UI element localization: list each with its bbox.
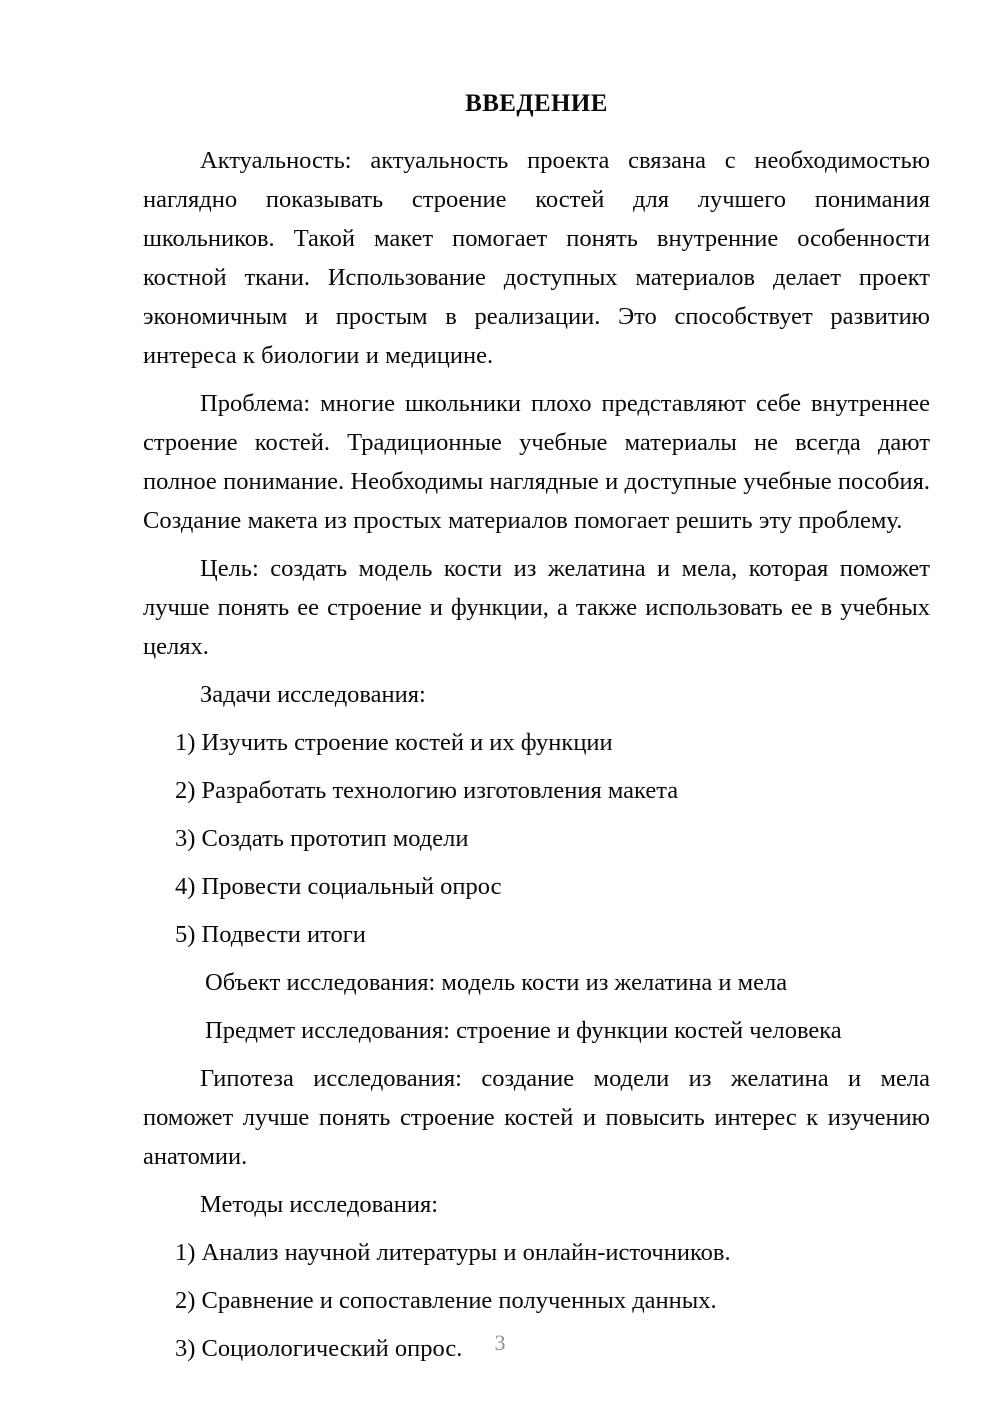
- list-item: 4) Провести социальный опрос: [175, 873, 502, 901]
- list-item: 3) Создать прототип модели: [175, 825, 469, 853]
- list-item: 3) Социологический опрос.: [175, 1335, 463, 1363]
- list-item: 5) Подвести итоги: [175, 921, 366, 949]
- line-object-of-research: Объект исследования: модель кости из желатина и мела: [205, 969, 788, 997]
- list-item: 1) Изучить строение костей и их функции: [175, 729, 613, 757]
- page-number: 3: [494, 1330, 506, 1355]
- list-item: 2) Сравнение и сопоставление полученных данных.: [175, 1287, 717, 1315]
- paragraph-hypothesis: Гипотеза исследования: создание модели из желатина и мела поможет лучше понять строение костей и повысить интерес к изучению анатомии.: [143, 1065, 930, 1171]
- line-subject-of-research: Предмет исследования: строение и функции костей человека: [205, 1017, 842, 1045]
- list-item: 1) Анализ научной литературы и онлайн-источников.: [175, 1239, 731, 1267]
- page-title: ВВЕДЕНИЕ: [465, 90, 608, 117]
- heading-methods: Методы исследования:: [200, 1191, 439, 1219]
- paragraph-problem: Проблема: многие школьники плохо представляют себе внутреннее строение костей. Традиционные учебные материалы не всегда дают полное понимание. Необходимы наглядные и доступные учебные пособия. Создание макета из простых материалов помогает решить эту проблему.: [143, 390, 930, 535]
- paragraph-goal: Цель: создать модель кости из желатина и мела, которая поможет лучше понять ее строение и функции, а также использовать ее в учебных целях.: [143, 555, 930, 661]
- heading-tasks: Задачи исследования:: [200, 681, 426, 709]
- page-content: [143, 88, 930, 1377]
- list-item: 2) Разработать технологию изготовления макета: [175, 777, 679, 805]
- paragraph-relevance: Актуальность: актуальность проекта связана с необходимостью наглядно показывать строение костей для лучшего понимания школьников. Такой макет помогает понять внутренние особенности костной ткани. Использование доступных материалов делает проект экономичным и простым в реализации. Это способствует развитию интереса к биологии и медицине.: [143, 147, 930, 370]
